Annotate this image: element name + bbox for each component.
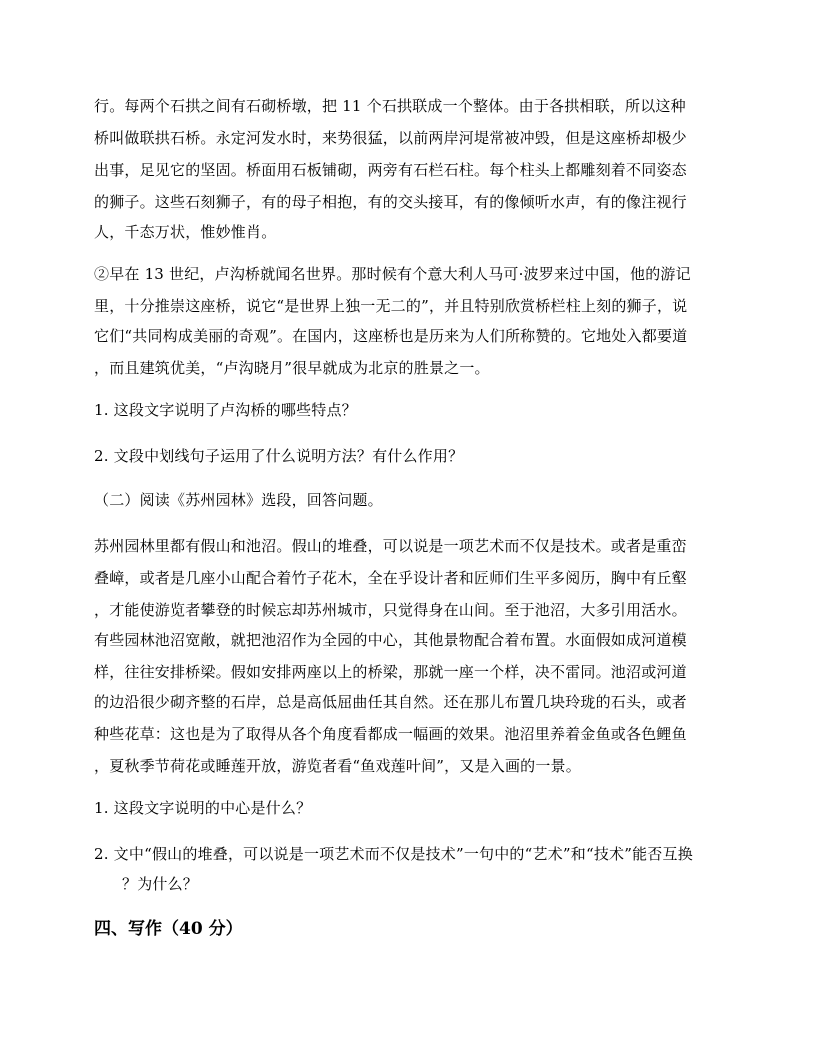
section-title: （二）阅读《苏州园林》选段，回答问题。 (94, 491, 383, 509)
paragraph3-line: 样，往往安排桥梁。假如安排两座以上的桥梁，那就一座一个样，决不雷同。池沼或河道 (94, 663, 687, 681)
question-1: 1. 这段文字说明的中心是什么？ (94, 799, 312, 817)
question-1: 1. 这段文字说明了卢沟桥的哪些特点？ (94, 401, 357, 419)
question-2: 2. 文段中划线句子运用了什么说明方法？有什么作用？ (94, 447, 464, 465)
paragraph2-line: ②早在 13 世纪，卢沟桥就闻名世界。那时候有个意大利人马可·波罗来过中国，他的游记 (94, 265, 691, 283)
paragraph1-line: 的狮子。这些石刻狮子，有的母子相抱，有的交头接耳，有的像倾听水声，有的像注视行 (94, 193, 687, 211)
paragraph2-line: 它们“共同构成美丽的奇观”。在国内，这座桥也是历来为人们所称赞的。它地处入都要道 (94, 327, 688, 345)
paragraph1-line: 桥叫做联拱石桥。永定河发水时，来势很猛，以前两岸河堤常被冲毁，但是这座桥却极少 (94, 129, 687, 147)
paragraph3-line: ，才能使游览者攀登的时候忘却苏州城市，只觉得身在山间。至于池沼，大多引用活水。 (94, 601, 687, 619)
paragraph3-line: 叠嶂，或者是几座小山配合着竹子花木，全在乎设计者和匠师们生平多阅历，胸中有丘壑 (94, 569, 687, 587)
paragraph1-line: 人，千态万状，惟妙惟肖。 (94, 223, 277, 241)
paragraph3-line: 种些花草：这也是为了取得从各个角度看都成一幅画的效果。池沼里养着金鱼或各色鲤鱼 (94, 725, 687, 743)
paragraph3-line: 苏州园林里都有假山和池沼。假山的堆叠，可以说是一项艺术而不仅是技术。或者是重峦 (94, 537, 687, 555)
paragraph3-line: 的边沿很少砌齐整的石岸，总是高低屈曲任其自然。还在那儿布置几块玲珑的石头，或者 (94, 693, 687, 711)
section-heading: 四、写作（40 分） (94, 919, 243, 939)
paragraph3-line: ，夏秋季节荷花或睡莲开放，游览者看“鱼戏莲叶间”，又是入画的一景。 (94, 757, 581, 775)
paragraph1-line: 出事，足见它的坚固。桥面用石板铺砌，两旁有石栏石柱。每个柱头上都雕刻着不同姿态 (94, 161, 687, 179)
paragraph2-line: ，而且建筑优美，“卢沟晓月”很早就成为北京的胜景之一。 (94, 359, 490, 377)
paragraph3-line: 有些园林池沼宽敞，就把池沼作为全园的中心，其他景物配合着布置。水面假如成河道模 (94, 631, 687, 649)
paragraph2-line: 里，十分推崇这座桥，说它“是世界上独一无二的”，并且特别欣赏桥栏柱上刻的狮子，说 (94, 297, 688, 315)
paragraph1-line: 行。每两个石拱之间有石砌桥墩，把 11 个石拱联成一个整体。由于各拱相联，所以这种 (94, 97, 686, 115)
question-2-continuation: ？为什么？ (122, 875, 199, 893)
question-2: 2. 文中“假山的堆叠，可以说是一项艺术而不仅是技术”一句中的“艺术”和“技术”能否互换 (94, 845, 693, 863)
